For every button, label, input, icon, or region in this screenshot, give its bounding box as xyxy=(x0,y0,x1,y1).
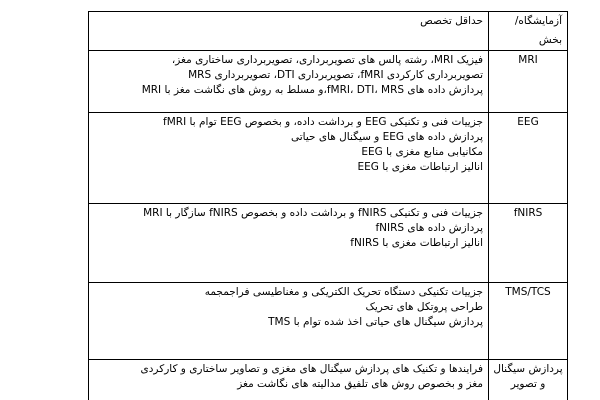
desc-line: پردازش داده های fNIRS xyxy=(375,222,483,234)
desc-line: جزییات فنی و تکنیکی fNIRS و برداشت داده و بخصوص fNIRS سازگار با MRI xyxy=(143,207,483,219)
row-desc-eeg xyxy=(89,113,489,204)
table-row xyxy=(89,360,568,400)
expertise-table xyxy=(88,11,568,400)
row-lab-signal: پردازش سیگنال و تصویر xyxy=(489,360,568,400)
row-desc-fnirs xyxy=(89,204,489,283)
table-header-row xyxy=(89,12,568,51)
row-lab-eeg: EEG xyxy=(489,113,568,204)
table-row xyxy=(89,283,568,360)
desc-line: انالیز ارتباطات مغزی با fNIRS xyxy=(350,237,483,249)
row-lab-fnirs: fNIRS xyxy=(489,204,568,283)
row-lab-tms: TMS/TCS xyxy=(489,283,568,360)
header-requirements: حداقل تخصص xyxy=(89,12,489,51)
desc-line: فیزیک MRI، رشته پالس های تصویربرداری، تصویربرداری ساختاری مغز، xyxy=(171,54,483,66)
desc-line: پردازش سیگنال های حیاتی اخذ شده توام با TMS xyxy=(268,316,483,328)
header-lab: آزمایشگاه/بخش xyxy=(489,12,568,51)
row-desc-mri xyxy=(89,51,489,113)
desc-line: فرایندها و تکنیک های پردازش سیگنال های مغزی و تصاویر ساختاری و کارکردی xyxy=(140,363,483,375)
desc-line: جزییات فنی و تکنیکی EEG و برداشت داده، و بخصوص EEG توام با fMRI xyxy=(163,116,483,128)
desc-line: تصویربرداری کارکردی fMRI، تصویربرداری DTI، تصویربرداری MRS xyxy=(188,69,483,81)
desc-line: جزییات تکنیکی دستگاه تحریک الکتریکی و مغناطیسی فراجمجمه xyxy=(204,286,483,298)
table-row xyxy=(89,113,568,204)
table-row xyxy=(89,204,568,283)
desc-line: انالیز ارتباطات مغزی با EEG xyxy=(357,161,483,173)
table-row xyxy=(89,51,568,113)
row-desc-signal xyxy=(89,360,489,400)
desc-line: پردازش داده های EEG و سیگنال های حیاتی xyxy=(290,131,483,143)
desc-line: مغز و بخصوص روش های تلفیق مدالیته های نگاشت مغز xyxy=(237,378,483,390)
row-desc-tms xyxy=(89,283,489,360)
desc-line: طراحی پروتکل های تحریک xyxy=(365,301,483,313)
desc-line: پردازش داده های fMRI، DTI، MRS،و مسلط به روش های نگاشت مغز با MRI xyxy=(141,84,483,96)
row-lab-mri: MRI xyxy=(489,51,568,113)
desc-line: مکانیابی منابع مغزی با EEG xyxy=(361,146,483,158)
